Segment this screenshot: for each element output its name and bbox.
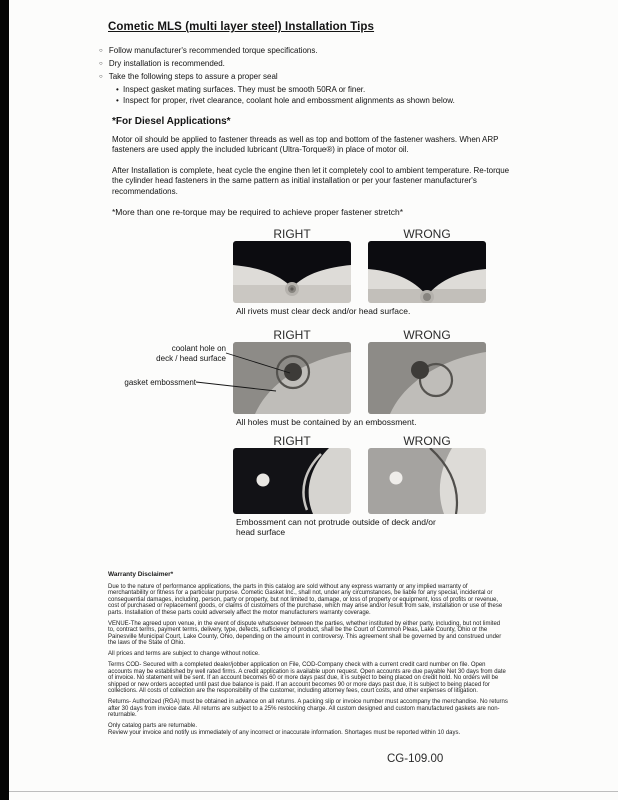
right-label: RIGHT — [273, 227, 311, 241]
diagram-row-embossment-protrusion — [233, 434, 486, 537]
disclaimer-paragraph: Terms COD- Secured with a completed dealer/jobber application on File, COD-Company check with a current credit card number on file. Open accounts may be established by well rated firms. A credit application is available upon request. Open accounts are due payable Net 30 days from date of invoice. No statement will be sent. If an account becomes 60 or more days past due, it is subject to being placed on credit hold. No orders will be shipped or new orders accepted until past due balance is paid. If an account becomes 90 or more days past due, it is subject to being placed for collections. All costs of collection are the responsibility of the customer, including attorney fees, court costs, and other expenses of litigation. — [108, 662, 506, 694]
subtip-item — [116, 95, 455, 106]
page-title: Cometic MLS (multi layer steel) Installation Tips — [108, 21, 375, 33]
right-label: RIGHT — [273, 328, 311, 342]
disclaimer-paragraph: Review your invoice and notify us immediately of any incorrect or inaccurate information. Shortages must be reported within 10 days. — [108, 729, 461, 736]
bolt-hole — [257, 474, 270, 487]
embossment-protrusion-right-image — [233, 448, 351, 514]
installation-tips-list — [99, 45, 455, 106]
gasket-embossment-annotation: gasket embossment — [124, 378, 196, 387]
diagram-caption-holes: All holes must be contained by an embossment. — [236, 417, 417, 427]
disclaimer-paragraph: Returns- Authorized (RGA) must be obtained in advance on all returns. A packing slip or invoice number must accompany the merchandise. No returns after 30 days from invoice date. All returns are subject to a 25% restocking charge. All custom designed and custom manufactured gaskets are non-returnable. — [108, 699, 508, 718]
page-code: CG-109.00 — [387, 753, 444, 765]
diesel-applications-section — [112, 117, 514, 218]
tip-item — [99, 45, 455, 58]
tip-text: Follow manufacturer's recommended torque specifications. — [108, 46, 318, 55]
diagram-caption-rivets: All rivets must clear deck and/or head surface. — [236, 306, 411, 316]
diagram-row-rivet-clearance — [233, 227, 486, 316]
tip-item — [99, 71, 455, 106]
subtip-text: Inspect gasket mating surfaces. They must be smooth 50RA or finer. — [123, 85, 366, 94]
tip-text: Dry installation is recommended. — [108, 59, 225, 68]
embossment-protrusion-images — [233, 448, 486, 514]
tip-text: Take the following steps to assure a proper seal — [108, 72, 278, 81]
coolant-hole — [411, 361, 429, 379]
annotation-line: coolant hole on — [171, 344, 226, 353]
right-wrong-labels — [233, 328, 486, 342]
annotation-line: deck / head surface — [156, 353, 226, 363]
disclaimer-paragraph: Only catalog parts are returnable. — [108, 723, 198, 729]
diesel-paragraph-1: Motor oil should be applied to fastener threads as well as top and bottom of the fastener washers. When ARP fasteners are used apply the included lubricant (Ultra-Torque®) in place of motor oil. — [112, 134, 499, 154]
rivet-clearance-wrong-image — [368, 241, 486, 303]
hole-embossment-wrong-image — [368, 342, 486, 414]
wrong-label: WRONG — [403, 328, 451, 342]
warranty-disclaimer — [108, 572, 508, 741]
embossment-protrusion-wrong-image — [368, 448, 486, 514]
rivet-clearance-images — [233, 241, 486, 303]
wrong-label: WRONG — [403, 227, 451, 241]
subtip-text: Inspect for proper, rivet clearance, coolant hole and embossment alignments as shown below. — [123, 96, 455, 105]
wrong-label: WRONG — [403, 434, 451, 448]
retorque-note: *More than one re-torque may be required to achieve proper fastener stretch* — [112, 207, 404, 217]
right-label: RIGHT — [273, 434, 311, 448]
diesel-paragraph-2: After Installation is complete, heat cycle the engine then let it completely cool to ambient temperature. Re-torque the cylinder head fasteners in the same pattern as initial installation or per your fastener manufacturer's recommendations. — [112, 165, 510, 196]
diesel-heading: *For Diesel Applications* — [112, 116, 231, 127]
bottom-edge-line — [9, 791, 618, 792]
disclaimer-paragraph: All prices and terms are subject to change without notice. — [108, 651, 260, 657]
right-wrong-labels — [233, 434, 486, 448]
disclaimer-paragraph: VENUE-The agreed upon venue, in the event of dispute whatsoever between the parties, whether instituted by either party, including, but not limited to, contract terms, payment terms, delivery, type, defects, sufficiency of product, shall be the Court of Common Pleas, Lake County, Ohio or the Painesville Municipal Court, Lake County, Ohio, depending on the amount in controversy. This agreement shall be governed by and construed under the laws of the State of Ohio. — [108, 620, 502, 646]
subtip-item — [116, 84, 455, 95]
annotation-leader-lines — [190, 346, 300, 398]
scan-edge-bar — [0, 0, 9, 800]
right-wrong-labels — [233, 227, 486, 241]
tip-item — [99, 58, 455, 71]
rivet-clearance-right-image — [233, 241, 351, 303]
tips-sublist — [99, 84, 455, 106]
bolt-hole — [390, 472, 403, 485]
disclaimer-heading: Warranty Disclaimer* — [108, 571, 174, 578]
disclaimer-paragraph: Due to the nature of performance applications, the parts in this catalog are sold without any express warranty or any implied warranty of merchantability or fitness for a particular purpose. Cometic Gasket Inc., shall not, under any circumstances, be liable for any special, incidental or consequential damages, including, person, party or property, but not limited to, damage, or loss of property or equipment, loss of profits or revenue, cost of purchased or replacement goods, or claims of customers of the purchase, which may arise and/or result from sale, installation or use of these parts. Installation of these parts could adversely affect the motor manufacturers warranty coverage. — [108, 583, 503, 616]
diagram-caption-protrusion: Embossment can not protrude outside of deck and/or head surface — [236, 517, 436, 537]
